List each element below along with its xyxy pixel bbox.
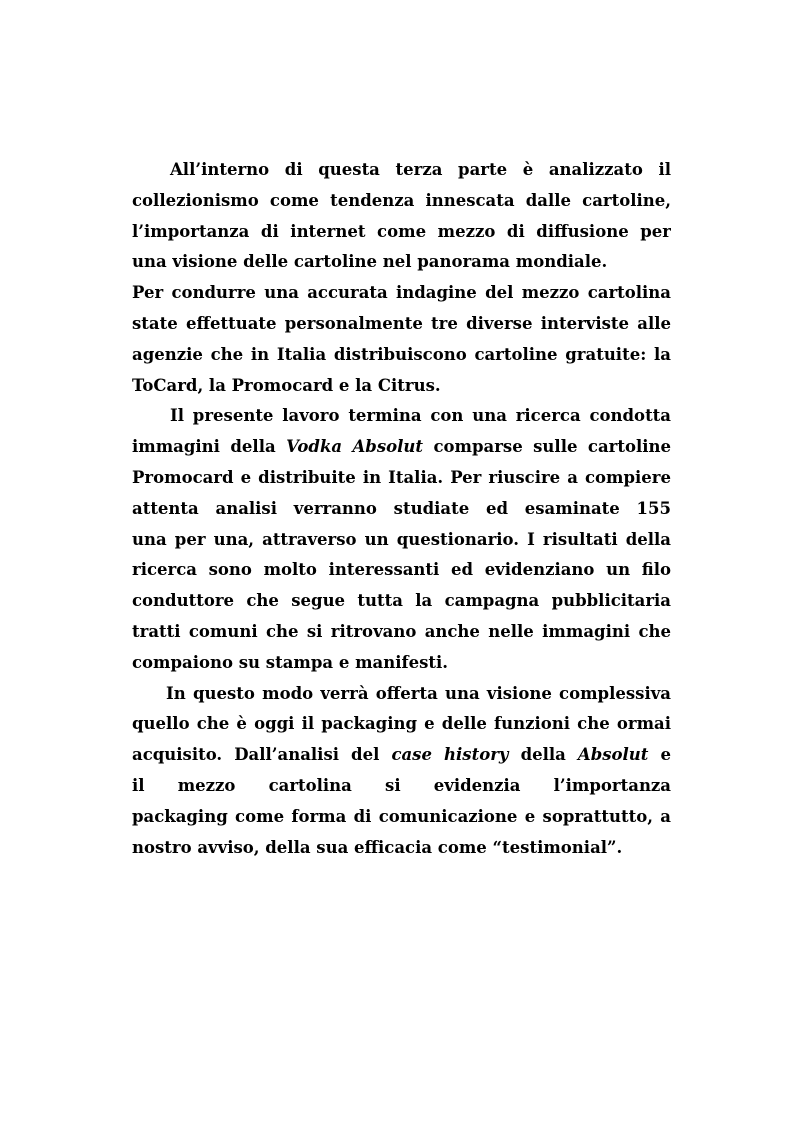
paragraph-4-line-3-part-3: della <box>508 745 578 765</box>
body-text <box>132 155 671 863</box>
paragraph-1-line-3: l’importanza di internet come mezzo di diffusione per <box>132 221 671 241</box>
paragraph-1-line-4: una visione delle cartoline nel panorama mondiale. <box>132 252 608 272</box>
paragraph-3-line-1: Il presente lavoro termina con una ricerca condotta <box>170 406 671 426</box>
paragraph-3-line-7: conduttore che segue tutta la campagna pubblicitaria <box>132 591 671 611</box>
paragraph-3-line-9: compaiono su stampa e manifesti. <box>132 652 448 672</box>
paragraph-3-line-4: attenta analisi verranno studiate ed esaminate 155 <box>132 498 671 518</box>
paragraph-4-line-3-part-1: acquisito. Dall’analisi del <box>132 745 392 765</box>
paragraph-3-line-8: tratti comuni che si ritrovano anche nelle immagini che <box>132 621 671 641</box>
paragraph-3-line-2-part-1: immagini della <box>132 437 287 457</box>
paragraph-2-line-2: state effettuate personalmente tre diverse interviste alle <box>132 313 671 333</box>
paragraph-4-line-6: nostro avviso, della sua efficacia come “testimonial”. <box>132 837 623 857</box>
paragraph-1-line-1: All’interno di questa terza parte è analizzato il <box>170 160 671 179</box>
paragraph-4-line-1: In questo modo verrà offerta una visione complessiva <box>166 683 671 703</box>
absolut-italic: Absolut <box>577 745 649 765</box>
paragraph-3-line-3: Promocard e distribuite in Italia. Per riuscire a compiere <box>132 467 671 487</box>
paragraph-3-line-2 <box>132 432 671 463</box>
paragraph-3-line-6: ricerca sono molto interessanti ed evidenziano un filo <box>132 560 671 580</box>
paragraph-3-line-5: una per una, attraverso un questionario. I risultati della <box>132 529 671 549</box>
paragraph-4-line-4: il mezzo cartolina si evidenzia l’importanza <box>132 775 671 795</box>
paragraph-3-line-2-part-3: comparse sulle cartoline <box>423 437 671 457</box>
paragraph-4-line-5: packaging come forma di comunicazione e soprattutto, a <box>132 806 671 826</box>
paragraph-4-line-3-part-5: e <box>660 745 671 765</box>
paragraph-1-line-2: collezionismo come tendenza innescata dalle cartoline, <box>132 190 671 210</box>
vodka-absolut-italic: Vodka Absolut <box>286 437 424 457</box>
paragraph-2-line-1: Per condurre una accurata indagine del mezzo cartolina <box>132 283 671 303</box>
paragraph-2-line-4: ToCard, la Promocard e la Citrus. <box>132 375 441 395</box>
paragraph-4-line-3 <box>132 740 671 771</box>
case-history-italic: case history <box>391 745 509 765</box>
paragraph-2-line-3: agenzie che in Italia distribuiscono cartoline gratuite: la <box>132 344 671 364</box>
paragraph-4-line-2: quello che è oggi il packaging e delle funzioni che ormai <box>132 714 671 734</box>
